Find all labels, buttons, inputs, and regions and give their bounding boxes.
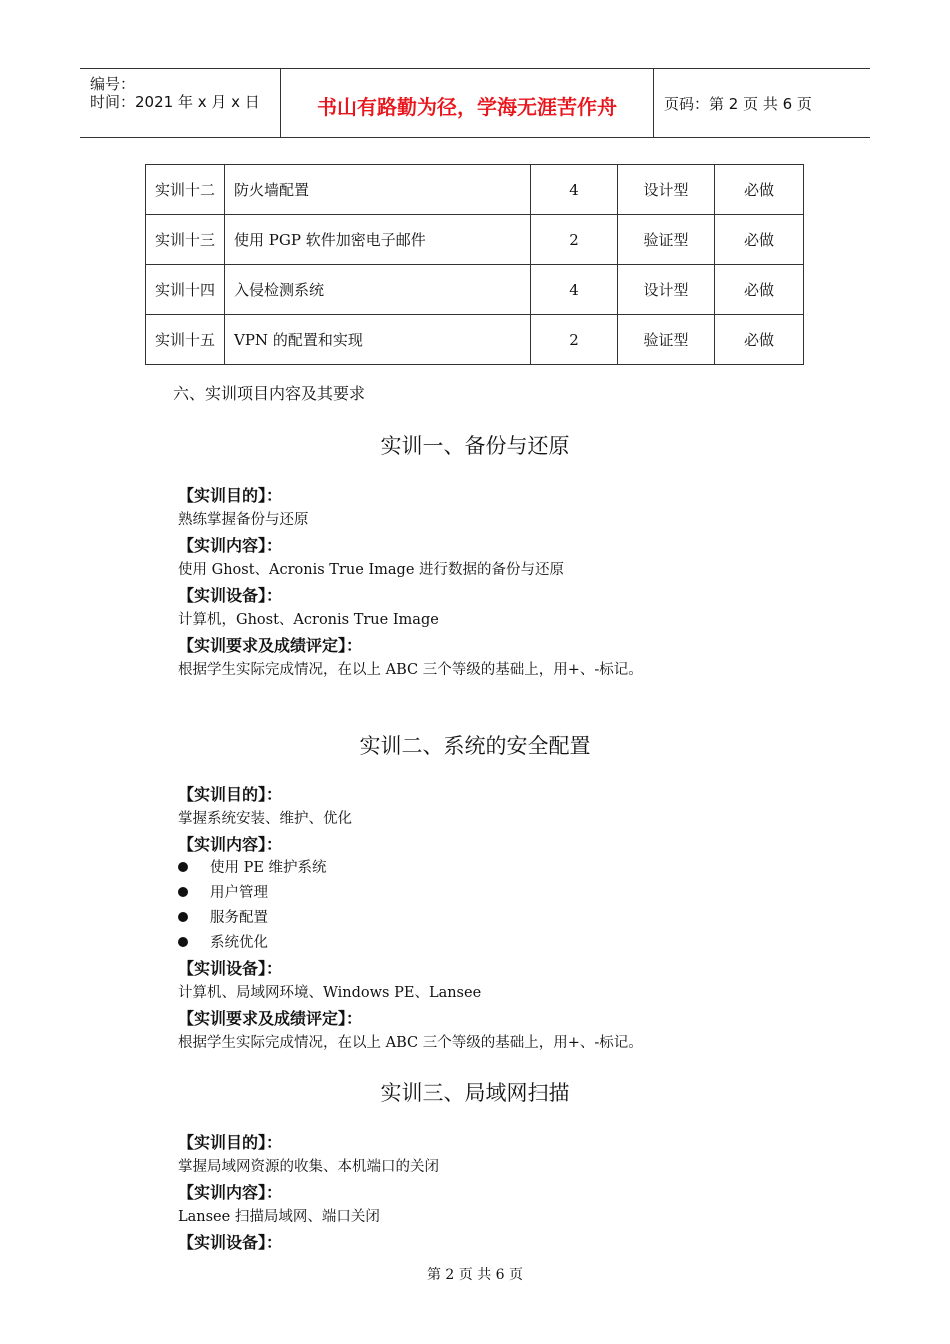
row-hours: 2: [531, 315, 618, 365]
s2-content-label: 【实训内容】：: [178, 835, 283, 854]
row-name: VPN 的配置和实现: [225, 315, 531, 365]
s1-equipment-text: 计算机，Ghost、Acronis True Image: [178, 612, 439, 628]
motto: 书山有路勤为径，学海无涯苦作舟: [317, 95, 617, 119]
list-item-text: 用户管理: [210, 885, 268, 901]
row-hours: 2: [531, 215, 618, 265]
row-requirement: 必做: [715, 265, 804, 315]
row-name: 使用 PGP 软件加密电子邮件: [225, 215, 531, 265]
page-footer: 第 2 页 共 6 页: [426, 1267, 524, 1283]
bullet-icon: [178, 862, 188, 872]
s2-evaluation-text: 根据学生实际完成情况，在以上 ABC 三个等级的基础上，用+、-标记。: [178, 1035, 643, 1051]
list-item: [178, 906, 268, 927]
row-requirement: 必做: [715, 215, 804, 265]
s2-purpose-label: 【实训目的】：: [178, 785, 283, 804]
list-item: [178, 881, 268, 902]
s3-content-label: 【实训内容】：: [178, 1183, 283, 1202]
s1-title: 实训一、备份与还原: [380, 434, 570, 458]
s2-evaluation-label: 【实训要求及成绩评定】：: [178, 1009, 363, 1028]
list-item-text: 系统优化: [210, 935, 268, 951]
s2-purpose-text: 掌握系统安装、维护、优化: [178, 811, 352, 827]
list-item-text: 使用 PE 维护系统: [210, 860, 327, 876]
row-number: 实训十五: [146, 315, 225, 365]
s1-evaluation-label: 【实训要求及成绩评定】：: [178, 636, 363, 655]
row-requirement: 必做: [715, 165, 804, 215]
s1-equipment-label: 【实训设备】：: [178, 586, 283, 605]
s3-title: 实训三、局域网扫描: [380, 1081, 570, 1105]
row-type: 设计型: [618, 265, 715, 315]
header-meta-cell: [80, 69, 281, 137]
table-row: [146, 265, 804, 315]
s2-equipment-label: 【实训设备】：: [178, 959, 283, 978]
s2-equipment-text: 计算机、局域网环境、Windows PE、Lansee: [178, 985, 482, 1001]
row-type: 设计型: [618, 165, 715, 215]
s3-equipment-label: 【实训设备】：: [178, 1233, 283, 1252]
row-hours: 4: [531, 265, 618, 315]
s1-content-text: 使用 Ghost、Acronis True Image 进行数据的备份与还原: [178, 562, 565, 578]
table-row: [146, 315, 804, 365]
s3-content-text: Lansee 扫描局域网、端口关闭: [178, 1209, 380, 1225]
header-motto-cell: [281, 69, 654, 137]
row-number: 实训十三: [146, 215, 225, 265]
s1-purpose-text: 熟练掌握备份与还原: [178, 512, 309, 528]
row-type: 验证型: [618, 315, 715, 365]
header-page-cell: [654, 69, 870, 137]
row-name: 防火墙配置: [225, 165, 531, 215]
s1-content-label: 【实训内容】：: [178, 536, 283, 555]
row-hours: 4: [531, 165, 618, 215]
s1-evaluation-text: 根据学生实际完成情况，在以上 ABC 三个等级的基础上，用+、-标记。: [178, 662, 643, 678]
page-info: 页码：第 2 页 共 6 页: [664, 95, 812, 113]
row-number: 实训十二: [146, 165, 225, 215]
bullet-icon: [178, 887, 188, 897]
bullet-icon: [178, 912, 188, 922]
bullet-icon: [178, 937, 188, 947]
row-number: 实训十四: [146, 265, 225, 315]
row-name: 入侵检测系统: [225, 265, 531, 315]
time-label: 时间：2021 年 x 月 x 日: [90, 93, 260, 111]
s3-purpose-text: 掌握局域网资源的收集、本机端口的关闭: [178, 1159, 439, 1175]
list-item-text: 服务配置: [210, 910, 268, 926]
training-table: [145, 164, 804, 365]
list-item: [178, 931, 268, 952]
section-heading: 六、实训项目内容及其要求: [173, 384, 366, 403]
s3-purpose-label: 【实训目的】：: [178, 1133, 283, 1152]
list-item: [178, 856, 327, 877]
row-requirement: 必做: [715, 315, 804, 365]
table-row: [146, 215, 804, 265]
table-row: [146, 165, 804, 215]
number-label: 编号：: [90, 75, 136, 93]
s1-purpose-label: 【实训目的】：: [178, 486, 283, 505]
s2-title: 实训二、系统的安全配置: [359, 734, 591, 758]
page-header: [80, 68, 870, 138]
row-type: 验证型: [618, 215, 715, 265]
